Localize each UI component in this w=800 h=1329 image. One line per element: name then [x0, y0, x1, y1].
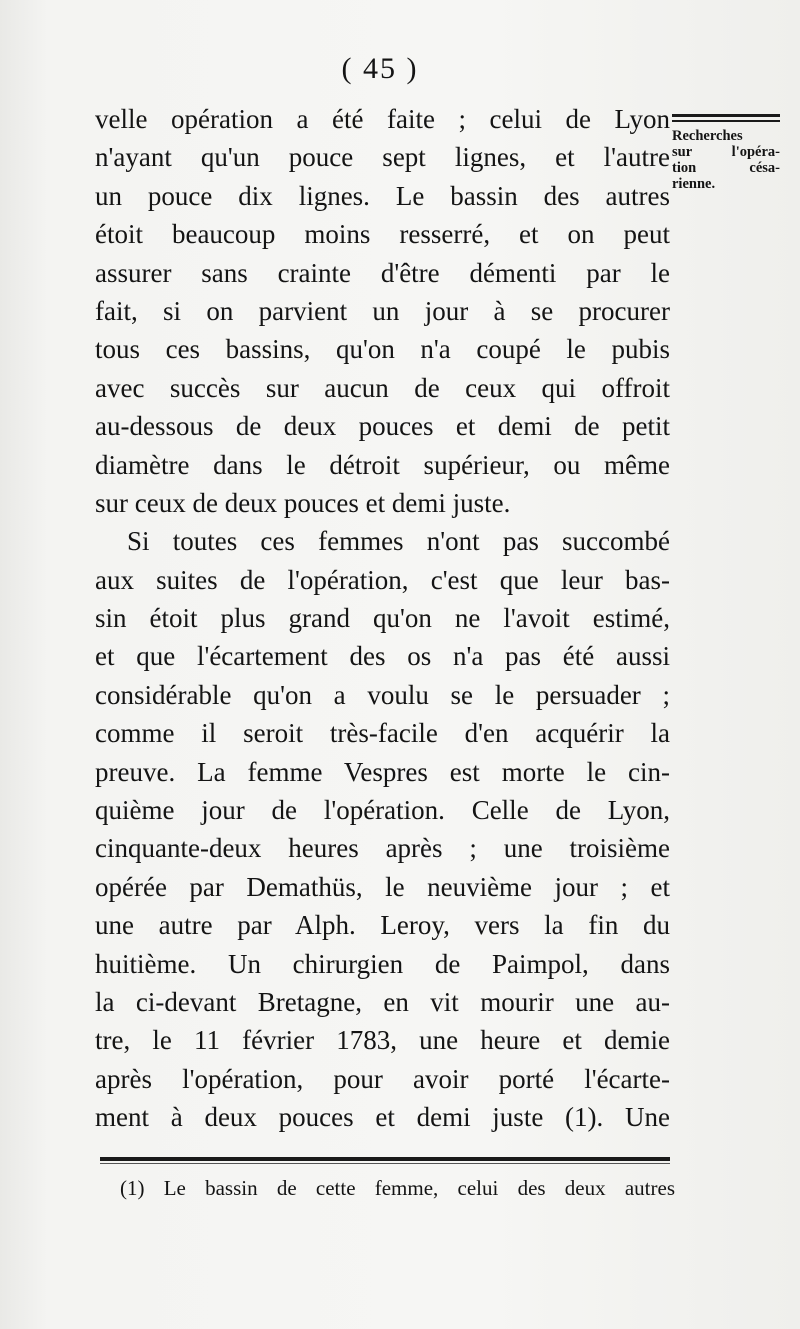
text-line: considérable qu'on a voulu se le persuader ;: [95, 679, 670, 710]
footnote: (1) Le bassin de cette femme, celui des deux autres: [120, 1176, 675, 1200]
text-line: la ci-devant Bretagne, en vit mourir une au-: [95, 986, 670, 1017]
text-line: Si toutes ces femmes n'ont pas succombé: [127, 526, 670, 557]
text-line: ment à deux pouces et demi juste (1). Une: [95, 1102, 670, 1133]
margin-note-line: sur l'opéra-: [672, 144, 780, 160]
text-line: fait, si on parvient un jour à se procurer: [95, 295, 670, 326]
text-line: sin étoit plus grand qu'on ne l'avoit estimé,: [95, 603, 670, 634]
text-line: au-dessous de deux pouces et demi de petit: [95, 411, 670, 442]
footnote-rule: [100, 1157, 670, 1161]
margin-note-line: tion césa-: [672, 160, 780, 176]
text-line: comme il seroit très-facile d'en acquérir la: [95, 718, 670, 749]
text-line: étoit beaucoup moins resserré, et on peut: [95, 219, 670, 250]
footnote-rule: [100, 1163, 670, 1164]
text-line: cinquante-deux heures après ; une troisième: [95, 833, 670, 864]
text-line: avec succès sur aucun de ceux qui offroit: [95, 372, 670, 403]
page-number: ( 45 ): [341, 52, 419, 85]
text-line: tous ces bassins, qu'on n'a coupé le pubis: [95, 334, 670, 365]
text-line: n'ayant qu'un pouce sept lignes, et l'autre: [95, 142, 670, 173]
margin-note: [672, 114, 790, 192]
margin-rule: [672, 114, 780, 117]
body-text: [95, 100, 670, 1137]
margin-note-line: Recherches: [672, 128, 743, 144]
margin-rule: [672, 120, 780, 122]
text-line: diamètre dans le détroit supérieur, ou même: [95, 449, 670, 480]
text-line: après l'opération, pour avoir porté l'écarte-: [95, 1063, 670, 1094]
margin-note-line: rienne.: [672, 176, 716, 192]
text-line: assurer sans crainte d'être démenti par le: [95, 257, 670, 288]
text-line: opérée par Demathüs, le neuvième jour ; et: [95, 871, 670, 902]
text-line: et que l'écartement des os n'a pas été aussi: [95, 641, 670, 672]
text-line: un pouce dix lignes. Le bassin des autres: [95, 180, 670, 211]
text-line: velle opération a été faite ; celui de Lyon: [95, 104, 670, 134]
text-line: sur ceux de deux pouces et demi juste.: [95, 487, 511, 518]
text-line: une autre par Alph. Leroy, vers la fin du: [95, 910, 670, 941]
text-line: aux suites de l'opération, c'est que leur bas-: [95, 564, 670, 595]
text-line: tre, le 11 février 1783, une heure et demie: [95, 1025, 670, 1056]
text-line: huitième. Un chirurgien de Paimpol, dans: [95, 948, 670, 979]
text-line: quième jour de l'opération. Celle de Lyon,: [95, 795, 670, 826]
text-line: preuve. La femme Vespres est morte le cin-: [95, 756, 670, 787]
